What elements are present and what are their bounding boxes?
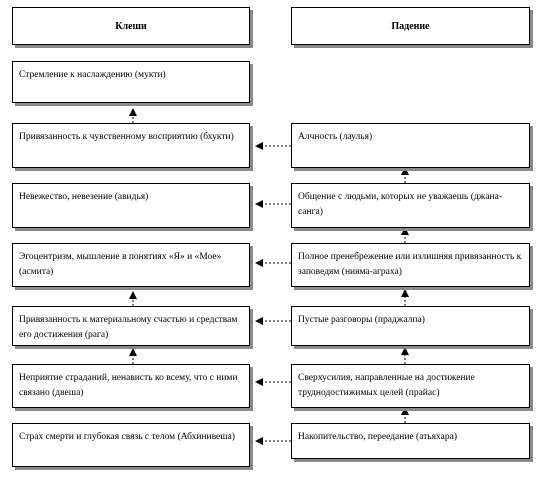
right-box-2-text: Общение с людьми, которых не уважаешь (джана-санга) xyxy=(298,192,502,217)
left-box-7-text: Страх смерти и глубокая связь с телом (Абхинивеша) xyxy=(19,432,235,442)
right-box-5-text: Сверхусилия, направленные на достижение труднодостижимых целей (прайас) xyxy=(298,373,475,398)
left-column-header xyxy=(12,7,250,45)
right-column-header xyxy=(291,7,530,45)
right-box-1 xyxy=(291,123,530,168)
right-box-6-text: Накопительство, переедание (атьяхара) xyxy=(298,432,457,442)
right-box-1-text: Алчность (лаулья) xyxy=(298,132,373,142)
right-box-3 xyxy=(291,243,530,287)
left-box-1-text: Стремление к наслаждению (мукти) xyxy=(19,70,166,80)
left-box-4 xyxy=(12,243,250,287)
left-box-6-text: Неприятие страданий, ненависть ко всему, что с ними связано (двеша) xyxy=(19,373,238,398)
right-column-header-text: Падение xyxy=(391,21,430,32)
left-box-7 xyxy=(12,423,250,467)
left-box-3-text: Невежество, невезение (авидья) xyxy=(19,192,149,202)
left-box-5 xyxy=(12,306,250,346)
right-box-4-text: Пустые разговоры (праджалпа) xyxy=(298,315,425,325)
right-box-6 xyxy=(291,423,530,459)
right-box-3-text: Полное пренебрежение или излишняя привязанность к заповедям (нияма-аграха) xyxy=(298,252,522,277)
right-box-4 xyxy=(291,306,530,346)
left-box-3 xyxy=(12,183,250,228)
right-box-5 xyxy=(291,364,530,408)
right-box-2 xyxy=(291,183,530,228)
left-box-2 xyxy=(12,123,250,168)
left-box-2-text: Привязанность к чувственному восприятию (бхукти) xyxy=(19,132,234,142)
left-box-6 xyxy=(12,364,250,408)
left-box-1 xyxy=(12,61,250,103)
left-box-5-text: Привязанность к материальному счастью и средствам его достижения (рага) xyxy=(19,315,238,340)
left-column-header-text: Клеши xyxy=(115,21,147,32)
left-box-4-text: Эгоцентризм, мышление в понятиях «Я» и «Мое» (асмита) xyxy=(19,252,222,277)
